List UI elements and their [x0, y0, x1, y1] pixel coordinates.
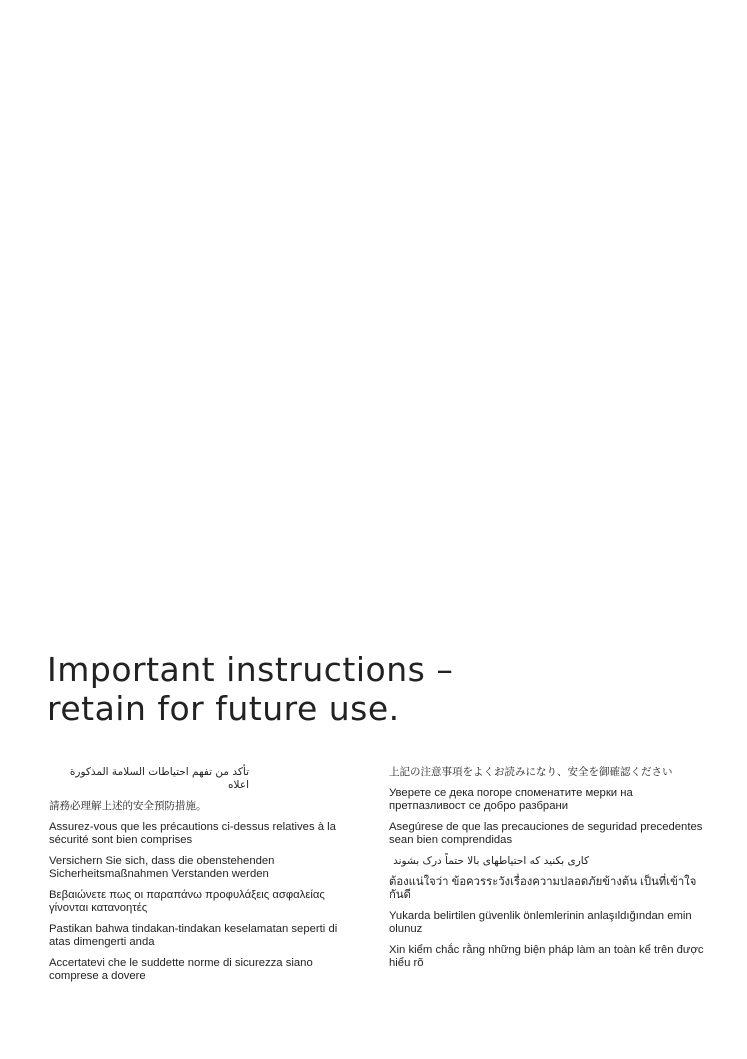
translation-macedonian: Уверете се дека погоре споменатите мерки на претпазливост се добро разбрани: [389, 787, 633, 812]
translation-spanish: Asegúrese de que las precauciones de seguridad precedentes sean bien comprendidas: [389, 821, 703, 846]
translation-vietnamese: Xin kiểm chắc rằng những biện pháp làm an toàn kể trên được hiểu rõ: [389, 944, 704, 969]
translation-arabic: تأكد من تفهم احتياطات السلامة المذكورة اعلاه: [69, 766, 249, 791]
translation-turkish: Yukarda belirtilen güvenlik önlemlerinin anlaşıldığından emin olunuz: [389, 910, 692, 935]
translation-thai: ต้องแน่ใจว่า ข้อควรระวังเรื่องความปลอดภัยข้างต้น เป็นที่เข้าใจกันดี: [389, 876, 697, 901]
translation-german: Versichern Sie sich, dass die obenstehenden Sicherheitsmaßnahmen Verstanden werden: [49, 855, 275, 880]
translation-japanese: 上記の注意事項をよくお読みになり、安全を御確認ください: [389, 766, 673, 778]
translation-italian: Accertatevi che le suddette norme di sicurezza siano comprese a dovere: [49, 957, 313, 982]
right-translation-column: [389, 766, 709, 978]
translation-persian: کاری بکنید که احتیاطهای بالا حتماً درک بشوند: [393, 855, 589, 867]
page-title-line-1: Important instructions –: [47, 650, 454, 689]
page-title: [47, 650, 453, 728]
translation-chinese: 請務必理解上述的安全預防措施。: [49, 800, 207, 812]
translation-indonesian: Pastikan bahwa tindakan-tindakan keselamatan seperti di atas dimengerti anda: [49, 923, 338, 948]
page-title-line-2: retain for future use.: [47, 689, 400, 728]
translation-french: Assurez-vous que les précautions ci-dessus relatives à la sécurité sont bien comprises: [49, 821, 336, 846]
translation-greek: Βεβαιώνετε πως οι παραπάνω προφυλάξεις ασφαλείας γίνονται κατανοητές: [49, 889, 325, 914]
left-translation-column: [49, 766, 349, 991]
